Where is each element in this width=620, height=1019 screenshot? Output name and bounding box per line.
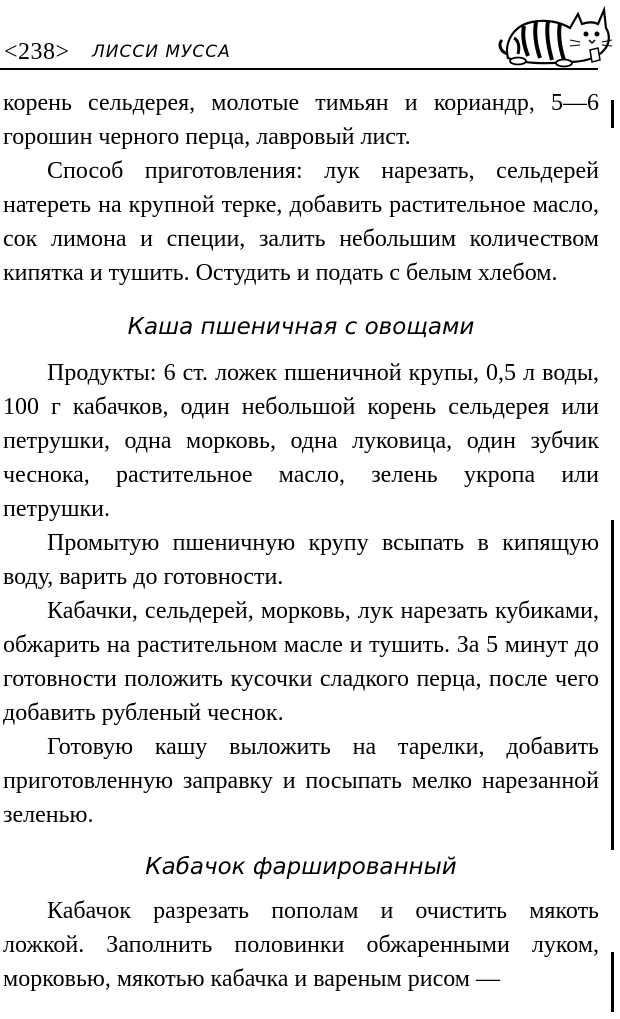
recipe-heading-stuffed-zucchini: Кабачок фаршированный: [145, 854, 457, 880]
paragraph-products: Продукты: 6 ст. ложек пшеничной крупы, 0,5 л воды, 100 г кабачков, один небольшой корень сельдерея или петрушки, одна морковь, одна луковица, один зубчик чеснока, растительное масло, зелень укропа или петрушки.: [3, 360, 599, 522]
paragraph-vegetables: Кабачки, сельдерей, морковь, лук нарезать кубиками, обжарить на растительном масле и тушить. За 5 минут до готовности положить кусочки сладкого перца, после чего добавить рубленый чеснок.: [3, 598, 599, 726]
paragraph-serve: Готовую кашу выложить на тарелки, добавить приготовленную заправку и посыпать мелко нарезанной зеленью.: [3, 734, 599, 828]
page-header: [0, 0, 620, 74]
margin-mark-middle: [611, 520, 614, 850]
margin-mark-top: [611, 100, 614, 128]
cat-logo-icon: [494, 0, 614, 72]
page-number: <238>: [4, 39, 70, 65]
paragraph-cook-groats: Промытую пшеничную крупу всыпать в кипящую воду, варить до готовности.: [3, 530, 599, 590]
running-title: ЛИССИ МУССА: [92, 42, 231, 62]
paragraph-ingredients-end: корень сельдерея, молотые тимьян и кориандр, 5—6 горошин черного перца, лавровый лист.: [3, 90, 599, 150]
paragraph-preparation: Способ приготовления: лук нарезать, сельдерей натереть на крупной терке, добавить растительное масло, сок лимона и специи, залить небольшим количеством кипятка и тушить. Остудить и подать с белым хлебом.: [3, 158, 599, 286]
page-content: [3, 86, 599, 996]
paragraph-zucchini: Кабачок разрезать пополам и очистить мякоть ложкой. Заполнить половинки обжаренными луком, морковью, мякотью кабачка и вареным рисом —: [3, 898, 599, 992]
recipe-heading-wheat-porridge: Каша пшеничная с овощами: [127, 314, 475, 340]
margin-mark-bottom: [611, 952, 614, 1012]
